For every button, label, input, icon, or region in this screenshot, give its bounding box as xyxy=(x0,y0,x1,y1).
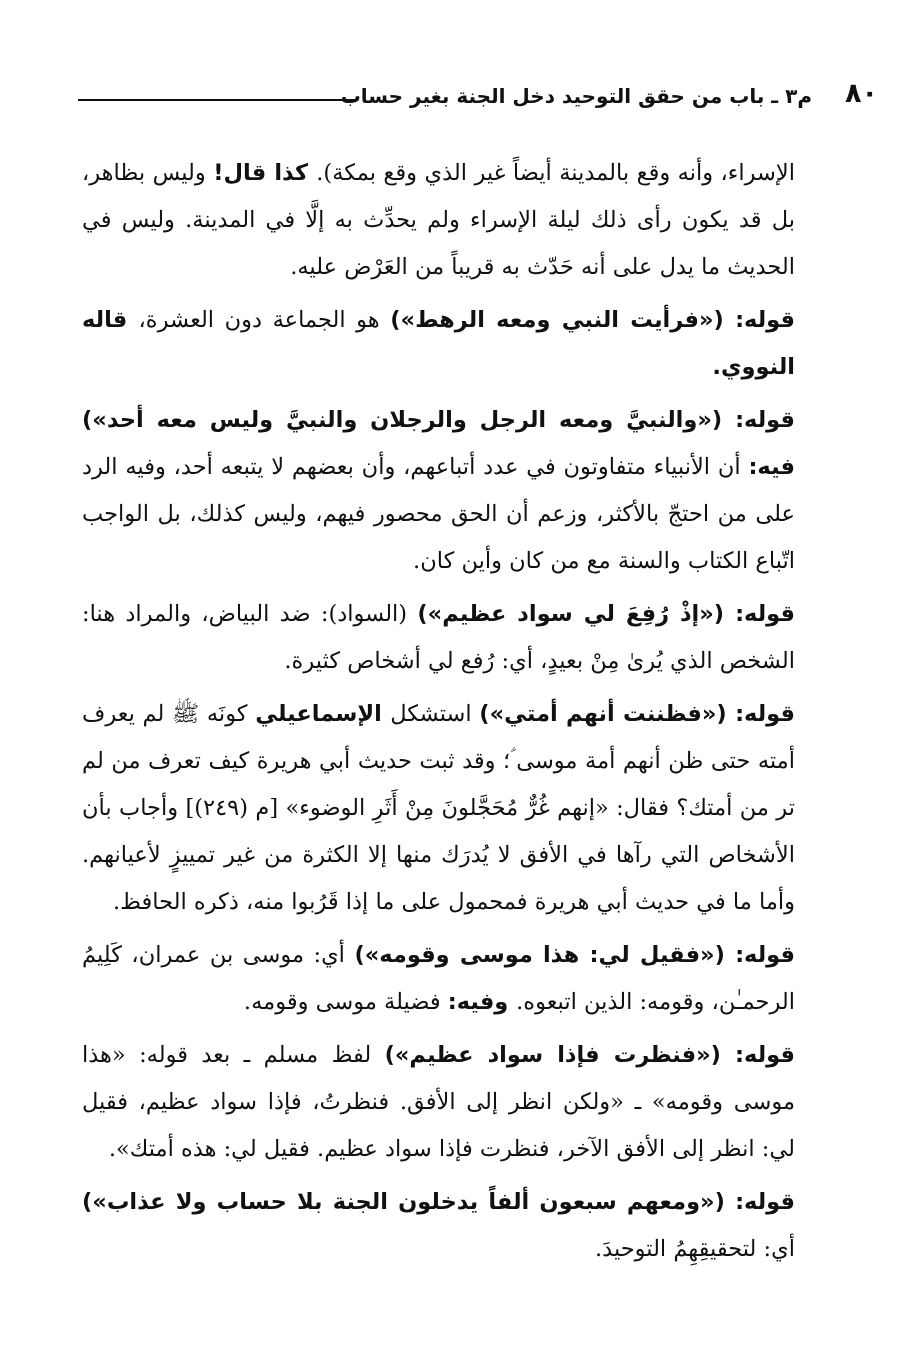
quoted-phrase: («فظننت أنهم أمتي») xyxy=(479,701,736,727)
quoted-phrase: («ومعهم سبعون ألفاً يدخلون الجنة بلا حساب ولا عذاب») xyxy=(82,1189,736,1215)
quoted-phrase: («فنظرت فإذا سواد عظيم») xyxy=(384,1042,736,1068)
page-header xyxy=(78,78,878,118)
paragraph xyxy=(82,691,795,926)
page-number: ٨٠ xyxy=(845,78,878,109)
paragraph-text: (السواد): ضد البياض، والمراد هنا: الشخص الذي يُرىٰ مِنْ بعيدٍ، أي: رُفع لي أشخاص كثيرة. xyxy=(82,601,795,674)
paragraph-text: كونَه ﷺ لم يعرف أمته حتى ظن أنهم أمة موسى ؑ؛ وقد ثبت حديث أبي هريرة كيف تعرف من لم تر من أمتك؟ فقال: «إنهم غُرٌّ مُحَجَّلونَ مِنْ أَثَرِ الوضوء» [م (٢٤٩)] وأجاب بأن الأشخاص التي رآها في الأفق لا يُدرَك منها إلا الكثرة من غير تمييزٍ لأعيانهم. وأما ما في حديث أبي هريرة فمحمول على ما إذا قَرُبوا منه، ذكره الحافظ. xyxy=(82,701,795,915)
quoted-phrase: («فرأيت النبي ومعه الرهط») xyxy=(390,307,736,333)
paragraph-text: وليس بظاهر، بل قد يكون رأى ذلك ليلة الإسراء ولم يحدِّث به إلَّا في المدينة. وليس في الحديث ما يدل على أنه حَدّث به قريباً من العَرْض عليه. xyxy=(82,160,795,280)
bold-phrase: الإسماعيلي xyxy=(255,701,391,727)
qawluhu-label: قوله: xyxy=(735,701,795,727)
paragraph xyxy=(82,591,795,685)
paragraph xyxy=(82,150,795,291)
paragraph xyxy=(82,397,795,585)
paragraph xyxy=(82,1179,795,1273)
qawluhu-label: قوله: xyxy=(735,407,795,433)
paragraph-text: أي: موسى بن عمران، كَلِيمُ الرحمـٰن، وقومه: الذين اتبعوه. xyxy=(82,942,795,1015)
qawluhu-label: قوله: xyxy=(735,1042,795,1068)
qawluhu-label: قوله: xyxy=(735,1189,795,1215)
bold-phrase: وفيه: xyxy=(447,989,517,1015)
paragraph-text: لفظ مسلم ـ بعد قوله: «هذا موسى وقومه» ـ «ولكن انظر إلى الأفق. فنظرتُ، فإذا سواد عظيم، فقيل لي: انظر إلى الأفق الآخر، فنظرت فإذا سواد عظيم. فقيل لي: هذه أمتك». xyxy=(82,1042,795,1162)
paragraph-text: هو الجماعة دون العشرة، xyxy=(138,307,391,333)
paragraph-text: الإسراء، وأنه وقع بالمدينة أيضاً غير الذي وقع بمكة). xyxy=(316,160,795,186)
paragraph-text: استشكل xyxy=(390,701,480,727)
bold-phrase: كذا قال! xyxy=(213,160,317,186)
body-text xyxy=(82,150,795,1279)
quoted-phrase: («إذْ رُفِعَ لي سواد عظيم») xyxy=(417,601,736,627)
paragraph-text: أن الأنبياء متفاوتون في عدد أتباعهم، وأن بعضهم لا يتبعه أحد، وفيه الرد على من احتجّ بالأكثر، وزعم أن الحق محصور فيهم، وليس كذلك، بل الواجب اتّباع الكتاب والسنة مع من كان وأين كان. xyxy=(82,454,795,574)
bold-phrase: قاله النووي. xyxy=(82,307,795,380)
paragraph xyxy=(82,297,795,391)
quoted-phrase: («فقيل لي: هذا موسى وقومه») xyxy=(354,942,736,968)
qawluhu-label: قوله: xyxy=(735,942,795,968)
paragraph xyxy=(82,932,795,1026)
header-rule xyxy=(78,99,358,101)
qawluhu-label: قوله: xyxy=(735,307,795,333)
running-title: م٣ ـ باب من حقق التوحيد دخل الجنة بغير حساب xyxy=(340,84,812,108)
paragraph-text: فضيلة موسى وقومه. xyxy=(243,989,448,1015)
quoted-phrase: («والنبيَّ ومعه الرجل والرجلان والنبيَّ وليس معه أحد») xyxy=(82,407,736,433)
bold-phrase: فيه: xyxy=(748,454,795,480)
qawluhu-label: قوله: xyxy=(735,601,795,627)
paragraph xyxy=(82,1032,795,1173)
paragraph-text: أي: لتحقيقِهِمُ التوحيدَ. xyxy=(595,1236,795,1262)
